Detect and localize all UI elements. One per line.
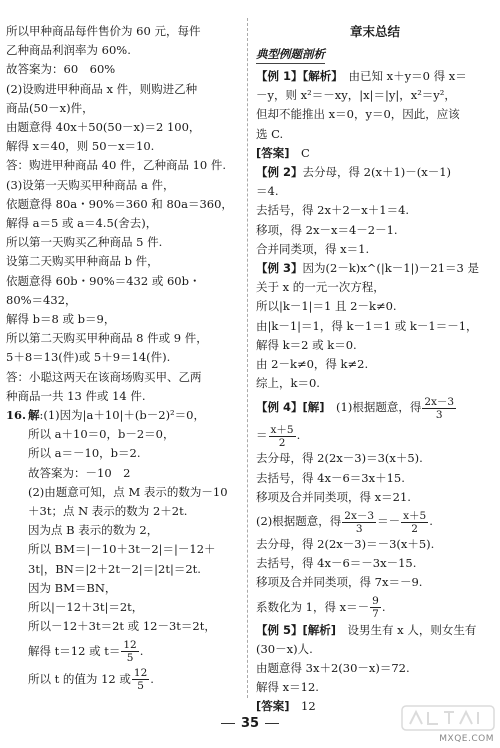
ex5-line: 解得 x＝12. <box>256 680 319 695</box>
q16-line: 因为 BM＝BN， <box>28 580 117 595</box>
ex4-lines-b <box>256 535 494 593</box>
ex2-line: ＝4. <box>256 184 279 199</box>
watermark-text: MXQE.COM <box>439 734 494 744</box>
ex1-line: －y，则 x²＝－xy，|x|＝|y|，x²＝y²， <box>256 88 456 103</box>
solution-line: 故答案为：60 60% <box>6 62 116 77</box>
ex5-answer-tag: [答案] <box>256 699 290 714</box>
fraction-denominator: 7 <box>372 608 379 621</box>
ex2-lines <box>256 182 494 259</box>
ex4-fraction-3 <box>342 510 376 535</box>
ex3-line: 综上，k＝0. <box>256 376 320 391</box>
ex3-line: 所以|k－1|＝1 且 2－k≠0. <box>256 299 397 314</box>
ex5-answer: 12 <box>301 699 316 714</box>
q16-line: 所以 a＝－10，b＝2. <box>28 446 141 461</box>
q16-line: 因为点 B 表示的数为 2， <box>28 523 159 538</box>
ex4-line: 移项及合并同类项，得 x＝21. <box>256 489 411 504</box>
ex2-line: 移项，得 2x－x＝4－2－1. <box>256 222 398 237</box>
column-divider <box>247 18 248 698</box>
q16-final-fraction <box>132 667 149 692</box>
ex4-coef-suffix: . <box>381 599 386 614</box>
q16-solve-fraction <box>121 639 138 664</box>
ex5-first: 设男生有 x 人，则女生有 <box>347 622 477 637</box>
ex3-line: 由|k－1|＝1，得 k－1＝1 或 k－1＝－1， <box>256 318 478 333</box>
ex4-line: 去分母，得 2(2x－3)＝3(x＋5). <box>256 451 423 466</box>
ex4-fraction-4 <box>401 510 428 535</box>
solution-line: 5＋8＝13(件)或 5＋9＝14(件). <box>6 350 171 365</box>
ex1-line: 由已知 x＋y＝0 得 x＝ <box>348 69 467 83</box>
fraction-numerator: 2x－3 <box>344 509 375 522</box>
ex4-p2-mid: ＝－ <box>377 514 401 529</box>
solution-line: 由题意得 40x＋50(50－x)＝2 100， <box>6 120 201 135</box>
q16-first-line <box>6 406 241 425</box>
solution-line: 所以甲种商品每件售价为 60 元，每件 <box>6 24 201 38</box>
ex4-eq-suffix: . <box>296 428 301 443</box>
ex5-line: (30－x)人. <box>256 641 313 656</box>
left-column <box>6 22 241 693</box>
ex4-p2-suffix: . <box>429 514 433 529</box>
ex2-first: 去分母，得 2(x＋1)－(x－1) <box>302 165 452 180</box>
ex1-line: 选 C. <box>256 126 284 141</box>
solution-line: 种商品一共 13 件或 14 件. <box>6 388 146 403</box>
solution-line: 解得 x＝40，则 50－x＝10. <box>6 139 155 154</box>
left-solution-lines <box>6 22 241 406</box>
ex3-line: 关于 x 的一元一次方程， <box>256 280 385 295</box>
fraction-denominator: 2 <box>411 522 418 535</box>
q16-line: (2)由题意可知，点 M 表示的数为－10 <box>28 484 228 499</box>
ex4-line: 移项及合并同类项，得 7x＝－9. <box>256 575 423 590</box>
solution-line: 乙种商品利润率为 60%. <box>6 43 131 58</box>
solution-line: 80%＝432， <box>6 292 77 307</box>
solution-line: 所以第一天购买乙种商品 5 件. <box>6 235 163 250</box>
solution-line: 答：购进甲种商品 40 件，乙种商品 10 件. <box>6 158 227 173</box>
q16-solve-line <box>6 637 241 665</box>
fraction-denominator: 3 <box>435 408 443 421</box>
ex4-fraction-5 <box>370 595 381 620</box>
ex4-fraction-2 <box>269 424 296 449</box>
ex4-coef-prefix: 系数化为 1，得 x＝－ <box>256 599 370 614</box>
fraction-denominator: 2 <box>278 436 286 449</box>
solution-line: 依题意得 60b・90%＝432 或 60b・ <box>6 273 201 288</box>
q16-line: 所以 BM＝|－10＋3t－2|＝|－12＋ <box>28 542 216 557</box>
solution-line: (2)设购进甲种商品 x 件，则购进乙种 <box>6 81 198 96</box>
ex5-lines <box>256 640 494 698</box>
fraction-numerator: 2x－3 <box>424 395 455 408</box>
ex4-p2-prefix: (2)根据题意，得 <box>256 514 342 529</box>
q16-line: 所以－12＋3t＝2t 或 12－3t＝2t， <box>28 619 216 634</box>
right-column <box>256 22 494 717</box>
ex3-lines <box>256 278 494 393</box>
ex2-tag: 【例 2】 <box>256 165 303 180</box>
q16-line: ＋3t；点 N 表示的数为 2＋2t. <box>28 504 188 519</box>
solution-line: 解得 a＝5 或 a＝4.5(舍去)， <box>6 216 158 231</box>
example-1 <box>256 67 494 163</box>
fraction-numerator: x＋5 <box>403 509 427 522</box>
q16-final-suffix: . <box>150 671 154 686</box>
q16-line: 故答案为：－10 2 <box>28 465 131 480</box>
ex3-line: 由 2－k≠0，得 k≠2. <box>256 357 369 372</box>
ex4-first: (1)根据题意，得 <box>336 400 422 415</box>
example-3 <box>256 259 494 393</box>
fraction-denominator: 5 <box>126 652 134 664</box>
ex2-line: 去括号，得 2x＋2－x＋1＝4. <box>256 203 410 218</box>
example-5 <box>256 621 494 717</box>
q16-tag: 解 <box>28 408 40 423</box>
solution-line: 解得 b＝8 或 b＝9， <box>6 312 116 327</box>
section-title: 章末总结 <box>349 24 400 39</box>
ex4-tag: 【例 4】[解] <box>256 400 325 415</box>
ex4-fraction-1 <box>422 396 456 421</box>
ex1-line: 但却不能推出 x＝0，y＝0，因此，应该 <box>256 107 460 122</box>
fraction-numerator: 12 <box>133 667 148 679</box>
fraction-denominator: 5 <box>137 680 144 692</box>
ex1-answer: C <box>301 145 310 160</box>
ex3-tag: 【例 3】 <box>256 261 303 276</box>
ex3-line: 解得 k＝2 或 k＝0. <box>256 337 357 352</box>
page-number-text: 35 <box>240 716 260 731</box>
q16-first-text: :(1)因为|a＋10|＋(b－2)²＝0， <box>39 408 205 423</box>
q16-line: 所以|－12＋3t|＝2t， <box>28 600 144 615</box>
q16-number: 16. <box>6 408 27 423</box>
ex4-lines-a <box>256 449 494 507</box>
q16-solve-suffix: . <box>139 643 144 658</box>
q16-final-prefix: 所以 t 的值为 12 或 <box>28 671 131 686</box>
q16-lines <box>6 425 241 636</box>
fraction-numerator: 9 <box>372 595 379 608</box>
ex4-eq-prefix: ＝ <box>256 428 268 443</box>
ex5-tag: 【例 5】[解析] <box>256 622 337 637</box>
fraction-numerator: 12 <box>123 639 137 651</box>
q16-solve-prefix: 解得 t＝12 或 t＝ <box>28 643 121 658</box>
example-4 <box>256 393 494 620</box>
q16-line: 所以 a＋10＝0，b－2＝0， <box>28 427 175 442</box>
ex2-line: 合并同类项，得 x＝1. <box>256 241 370 256</box>
ex4-line: 去括号，得 4x－6＝－3x－15. <box>256 556 417 571</box>
ex4-line: 去分母，得 2(2x－3)＝－3(x＋5). <box>256 537 435 552</box>
solution-line: 答：小聪这两天在该商场购买甲、乙两 <box>6 369 202 384</box>
q16-final-line <box>6 665 241 693</box>
example-2 <box>256 163 494 259</box>
fraction-numerator: x＋5 <box>270 423 294 436</box>
solution-line: 设第二天购买甲种商品 b 件， <box>6 254 159 269</box>
ex3-first: 因为(2－k)x^(|k－1|)－21＝3 是 <box>302 261 480 276</box>
q16-line: 3t|，BN＝|2＋2t－2|＝|2t|＝2t. <box>28 561 201 576</box>
sub-title: 典型例题剖析 <box>256 45 325 64</box>
ex4-line: 去括号，得 4x－6＝3x＋15. <box>256 470 405 485</box>
ex1-answer-tag: [答案] <box>256 145 290 160</box>
solution-line: 商品(50－x)件， <box>6 100 94 115</box>
fraction-denominator: 3 <box>355 522 363 535</box>
ex5-line: 由题意得 3x＋2(30－x)＝72. <box>256 661 410 676</box>
solution-line: 依题意得 80a・90%＝360 和 80a＝360， <box>6 196 233 211</box>
solution-line: (3)设第一天购买甲种商品 a 件， <box>6 177 175 192</box>
ex1-tag: 【例 1】【解析】 <box>256 69 338 83</box>
solution-line: 所以第二天购买甲种商品 8 件或 9 件， <box>6 331 208 346</box>
